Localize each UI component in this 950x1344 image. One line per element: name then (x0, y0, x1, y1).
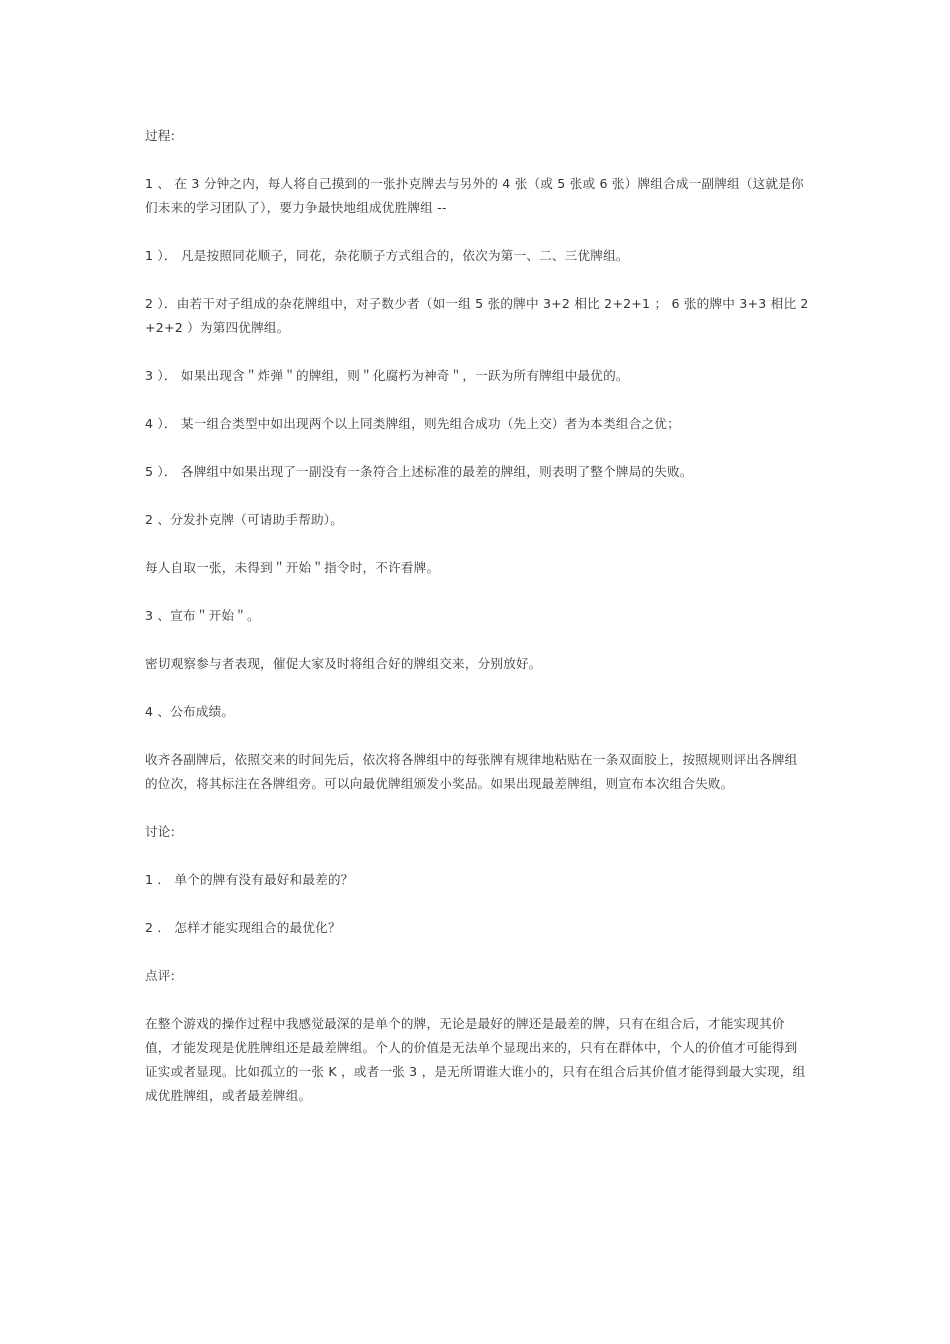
section-heading-discussion: 讨论: (145, 824, 176, 839)
section-heading-process: 过程: (145, 128, 176, 143)
rule-4-paragraph: 4 ）． 某一组合类型中如出现两个以上同类牌组，则先组合成功（先上交）者为本类组合之优； (145, 416, 680, 431)
rule-1-paragraph: 1 ）． 凡是按照同花顺子，同花，杂花顺子方式组合的，依次为第一、二、三优牌组。 (145, 248, 629, 263)
rule-2-paragraph: 2 ）．由若干对子组成的杂花牌组中，对子数少者（如一组 5 张的牌中 3+2 相比 2+2+1 ； 6 张的牌中 3+3 相比 2+2+2 ）为第四优牌组。 (145, 296, 809, 335)
discussion-question-2: 2 ． 怎样才能实现组合的最优化？ (145, 920, 341, 935)
review-paragraph: 在整个游戏的操作过程中我感觉最深的是单个的牌，无论是最好的牌还是最差的牌，只有在组合后，才能实现其价值，才能发现是优胜牌组还是最差牌组。个人的价值是无法单个显现出来的，只有在群体中，个人的价值才可能得到证实或者显现。比如孤立的一张 K ，或者一张 3 ，是无所谓谁大谁小的，只有在组合后其价值才能得到最大实现，组成优胜牌组，或者最差牌组。 (145, 1016, 806, 1103)
step-1-paragraph: 1 、 在 3 分钟之内，每人将自己摸到的一张扑克牌去与另外的 4 张（或 5 张或 6 张）牌组合成一副牌组（这就是你们未来的学习团队了），要力争最快地组成优胜牌组 -- (145, 176, 804, 215)
step-4-paragraph: 4 、公布成绩。 (145, 704, 235, 719)
discussion-question-1: 1 ． 单个的牌有没有最好和最差的？ (145, 872, 354, 887)
document-body (145, 124, 810, 1132)
step-4-detail-paragraph: 收齐各副牌后，依照交来的时间先后，依次将各牌组中的每张牌有规律地粘贴在一条双面胶上，按照规则评出各牌组的位次，将其标注在各牌组旁。可以向最优牌组颁发小奖品。如果出现最差牌组，则宣布本次组合失败。 (145, 752, 798, 791)
step-2-paragraph: 2 、分发扑克牌（可请助手帮助）。 (145, 512, 344, 527)
step-2-detail-paragraph: 每人自取一张，未得到＂开始＂指令时，不许看牌。 (145, 560, 440, 575)
step-3-detail-paragraph: 密切观察参与者表现，催促大家及时将组合好的牌组交来，分别放好。 (145, 656, 542, 671)
rule-3-paragraph: 3 ）． 如果出现含＂炸弹＂的牌组，则＂化腐朽为神奇＂，一跃为所有牌组中最优的。 (145, 368, 629, 383)
step-3-paragraph: 3 、宣布＂开始＂。 (145, 608, 260, 623)
rule-5-paragraph: 5 ）． 各牌组中如果出现了一副没有一条符合上述标准的最差的牌组，则表明了整个牌局的失败。 (145, 464, 693, 479)
section-heading-review: 点评: (145, 968, 176, 983)
